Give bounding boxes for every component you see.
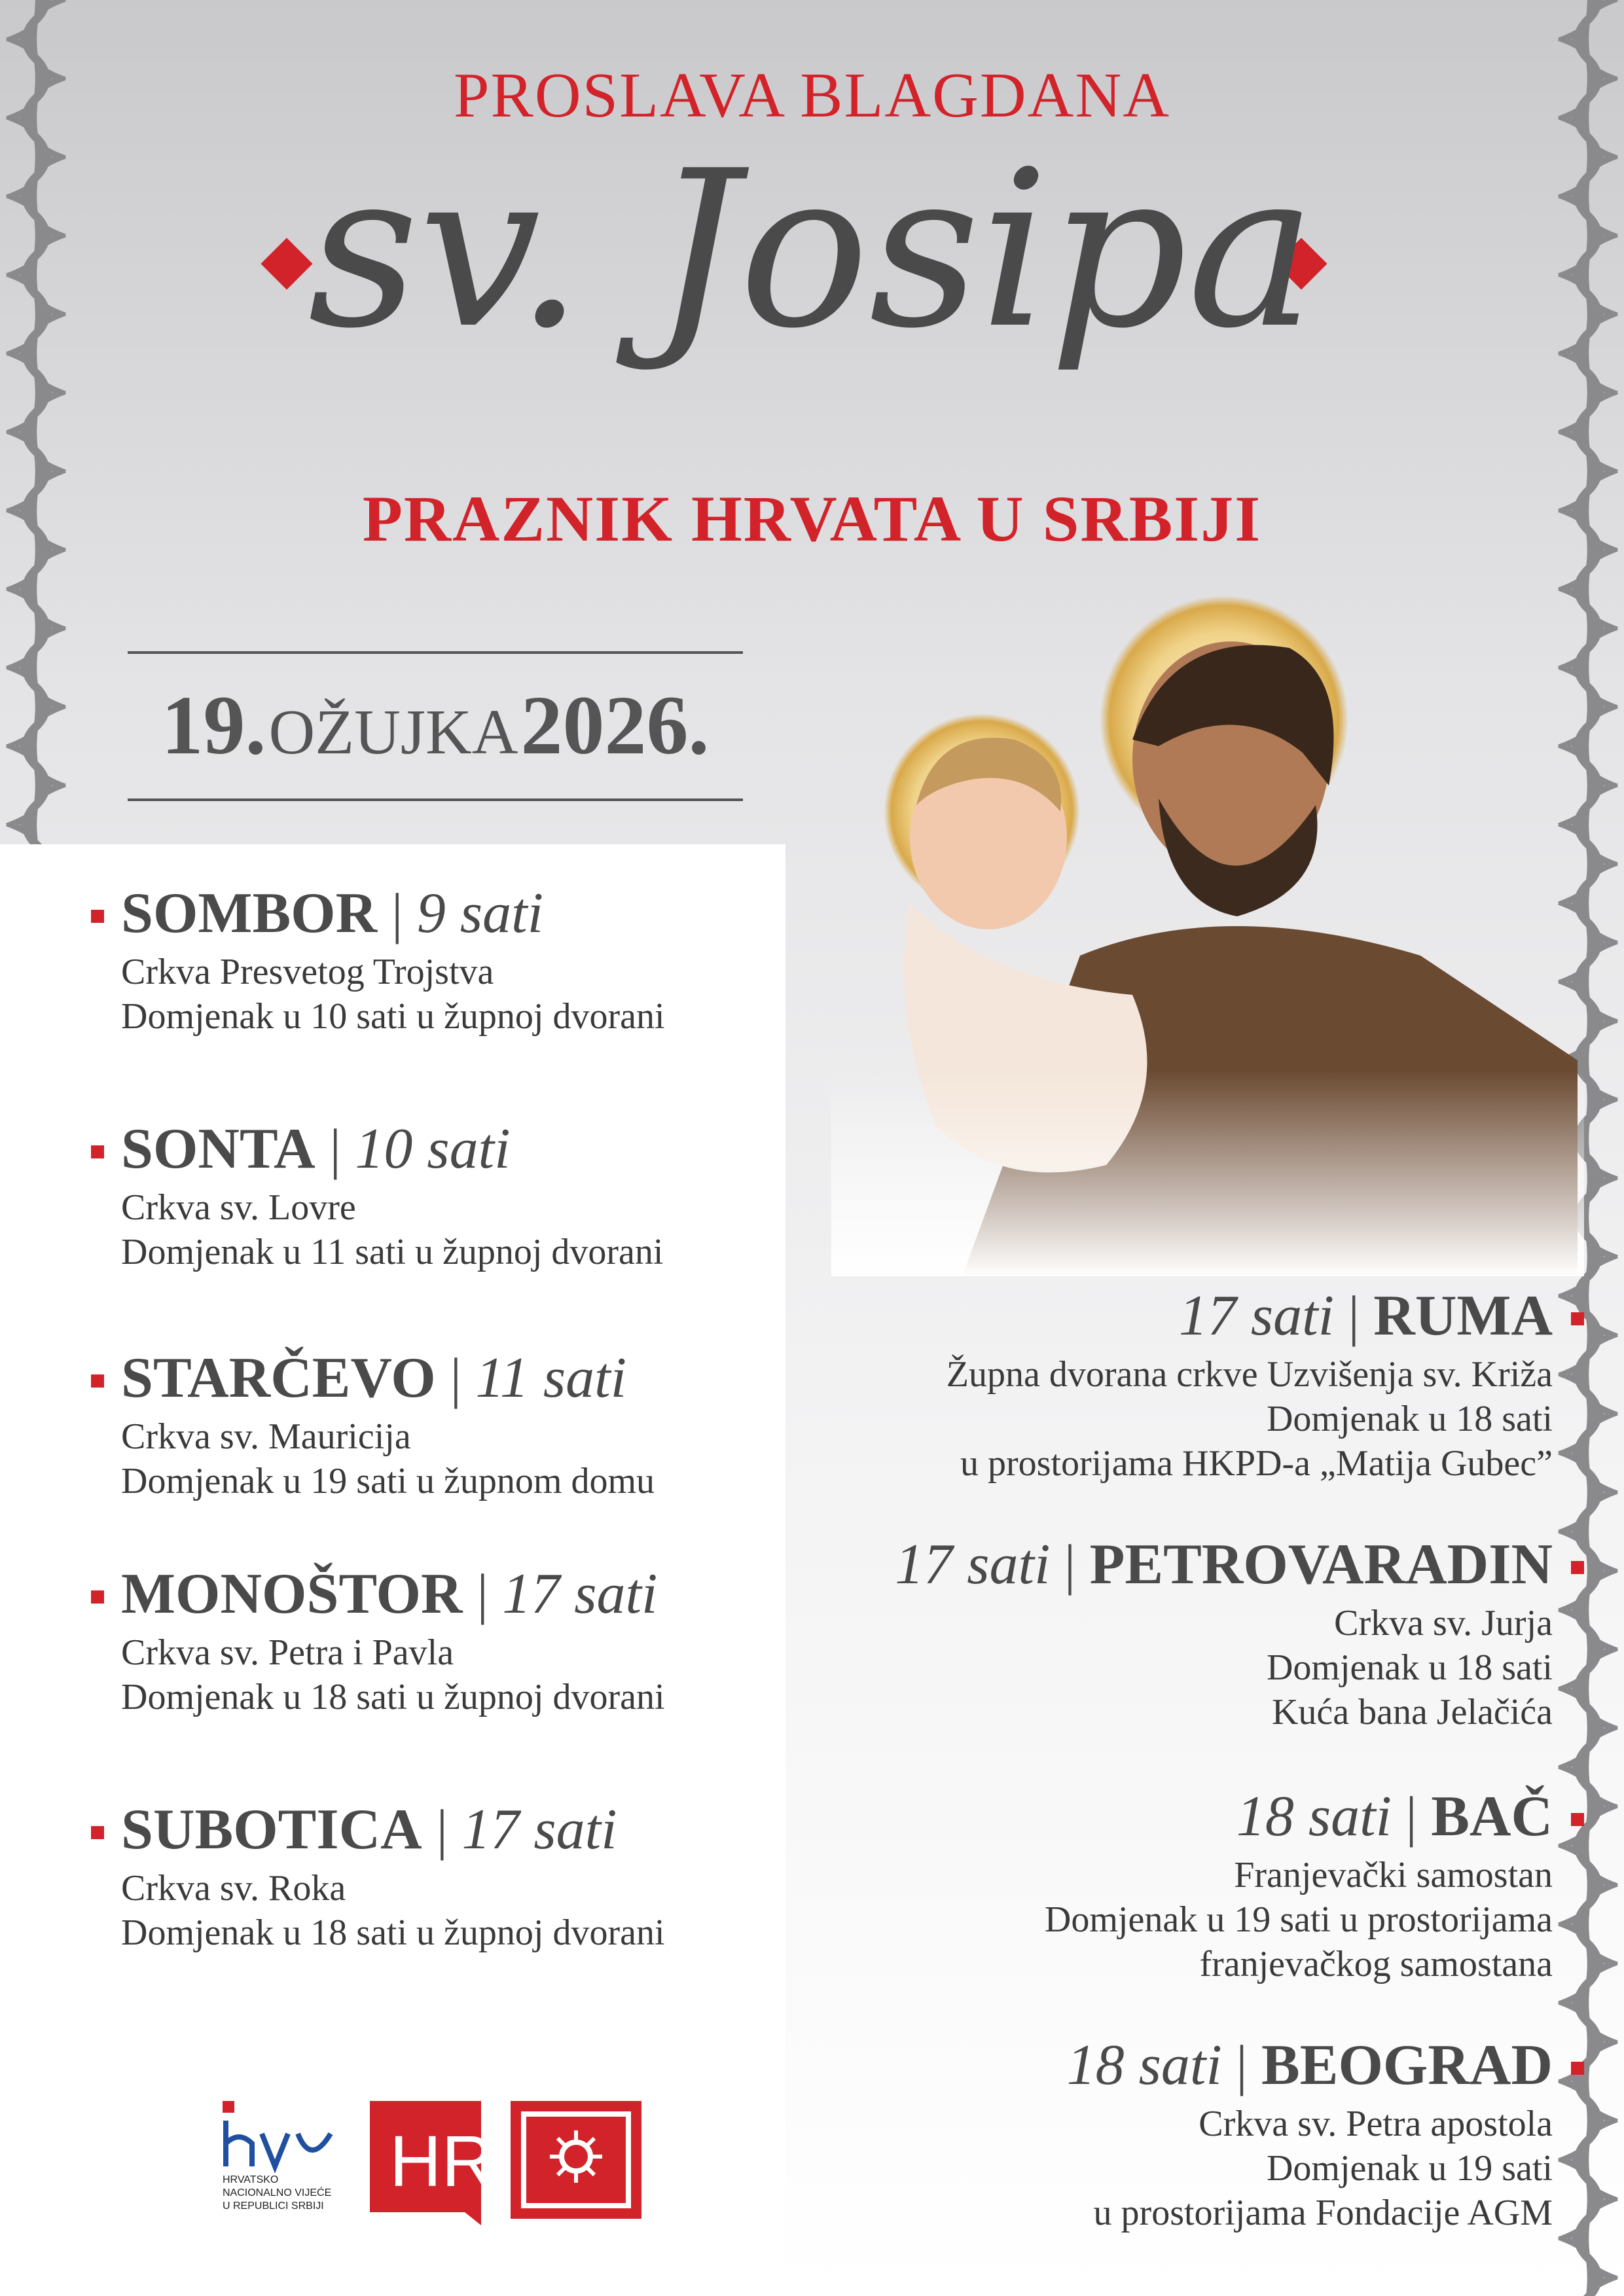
event-city: SONTA xyxy=(121,1117,316,1181)
logo-row xyxy=(223,2094,655,2225)
event-heading xyxy=(121,1558,789,1630)
event-detail-line: Domjenak u 11 sati u župnoj dvorani xyxy=(121,1232,664,1272)
event-time: 17 sati xyxy=(502,1562,658,1626)
separator: | xyxy=(1221,2034,1262,2096)
event-sonta xyxy=(121,1113,789,1274)
event-sombor xyxy=(121,877,789,1039)
st-joseph-portrait xyxy=(831,589,1584,1276)
event-petrovaradin xyxy=(818,1528,1553,1734)
event-detail-line: Domjenak u 18 sati u župnoj dvorani xyxy=(121,1677,665,1717)
bullet-square xyxy=(91,1374,104,1388)
event-detail-line: Crkva sv. Petra i Pavla xyxy=(121,1632,454,1673)
event-ruma xyxy=(818,1280,1553,1486)
event-detail-line: Franjevački samostan xyxy=(1234,1855,1553,1895)
date-day: 19. xyxy=(161,679,266,772)
hnv-line-2: NACIONALNO VIJEĆE xyxy=(223,2187,332,2198)
bullet-square xyxy=(1571,1561,1584,1574)
separator: | xyxy=(391,882,417,944)
event-heading xyxy=(121,1113,789,1185)
event-detail-line: Crkva sv. Roka xyxy=(121,1868,346,1909)
event-detail-line: u prostorijama Fondacije AGM xyxy=(1093,2193,1553,2233)
event-time: 10 sati xyxy=(355,1117,511,1181)
event-time: 11 sati xyxy=(475,1346,627,1410)
event-detail-line: Domjenak u 19 sati u prostorijama xyxy=(1044,1899,1553,1940)
title-top: PROSLAVA BLAGDANA xyxy=(453,60,1170,131)
event-time: 9 sati xyxy=(416,882,544,945)
event-city: PETROVARADIN xyxy=(1089,1533,1553,1596)
event-detail-line: Domjenak u 18 sati u župnoj dvorani xyxy=(121,1912,665,1953)
separator: | xyxy=(1391,1785,1432,1848)
event-detail-line: Crkva sv. Mauricija xyxy=(121,1416,411,1457)
event-heading xyxy=(818,1528,1553,1601)
bullet-square xyxy=(1571,1813,1584,1826)
event-detail-line: u prostorijama HKPD-a „Matija Gubec” xyxy=(960,1443,1553,1484)
hr-logo-text: HR xyxy=(389,2121,494,2202)
hnv-line-3: U REPUBLICI SRBIJI xyxy=(223,2200,324,2212)
separator: | xyxy=(329,1117,355,1180)
event-bač xyxy=(818,1780,1553,1986)
event-city: SOMBOR xyxy=(121,882,378,945)
separator: | xyxy=(436,1798,462,1861)
date-rule-top xyxy=(128,651,743,654)
event-time: 17 sati xyxy=(895,1533,1051,1596)
event-heading xyxy=(818,1780,1553,1853)
event-city: BEOGRAD xyxy=(1261,2034,1553,2097)
event-detail-line: franjevačkog samostana xyxy=(1199,1944,1553,1984)
event-detail-line: Domjenak u 10 sati u župnoj dvorani xyxy=(121,996,665,1037)
event-monoštor xyxy=(121,1558,789,1719)
separator: | xyxy=(1050,1533,1090,1596)
event-date xyxy=(128,677,743,774)
hnv-logo xyxy=(223,2101,331,2212)
hnv-line-1: HRVATSKO xyxy=(223,2174,279,2185)
event-starčevo xyxy=(121,1342,789,1503)
event-heading xyxy=(121,1793,789,1866)
event-detail-line: Župna dvorana crkve Uzvišenja sv. Križa xyxy=(946,1354,1553,1395)
event-detail-line: Domjenak u 19 sati u župnom domu xyxy=(121,1461,655,1501)
event-detail-line: Crkva Presvetog Trojstva xyxy=(121,952,494,992)
bullet-square xyxy=(91,910,104,923)
event-detail-line: Domjenak u 19 sati xyxy=(1266,2148,1553,2189)
event-detail-line: Domjenak u 18 sati xyxy=(1266,1647,1553,1688)
date-month: OŽUJKA xyxy=(268,697,518,768)
separator: | xyxy=(1334,1284,1374,1347)
event-heading xyxy=(818,2029,1553,2102)
event-city: BAČ xyxy=(1431,1785,1553,1848)
event-subotica xyxy=(121,1793,789,1955)
bullet-square xyxy=(1571,2062,1584,2075)
separator: | xyxy=(450,1346,476,1409)
sponsor-logos xyxy=(223,2094,655,2225)
title-script: sv. Josipa xyxy=(308,124,1316,376)
event-time: 18 sati xyxy=(1236,1785,1392,1848)
event-detail-line: Crkva sv. Petra apostola xyxy=(1199,2104,1553,2144)
hr-logo xyxy=(370,2101,494,2225)
event-time: 17 sati xyxy=(461,1798,617,1861)
bullet-square xyxy=(1571,1312,1584,1325)
bullet-square xyxy=(91,1826,104,1839)
event-city: RUMA xyxy=(1373,1284,1553,1348)
event-city: SUBOTICA xyxy=(121,1798,422,1861)
title-bottom: PRAZNIK HRVATA U SRBIJI xyxy=(362,482,1262,555)
event-detail-line: Kuća bana Jelačića xyxy=(1271,1692,1553,1732)
event-time: 18 sati xyxy=(1066,2034,1222,2097)
separator: | xyxy=(477,1562,503,1625)
event-beograd xyxy=(818,2029,1553,2235)
event-heading xyxy=(121,877,789,950)
event-city: MONOŠTOR xyxy=(121,1562,463,1626)
date-year: 2026. xyxy=(520,679,710,772)
event-heading xyxy=(121,1342,789,1414)
bullet-square xyxy=(91,1145,104,1158)
event-city: STARČEVO xyxy=(121,1346,436,1410)
event-time: 17 sati xyxy=(1178,1284,1335,1348)
event-detail-line: Crkva sv. Lovre xyxy=(121,1187,356,1228)
event-heading xyxy=(818,1280,1553,1352)
event-detail-line: Crkva sv. Jurja xyxy=(1334,1603,1553,1643)
bullet-square xyxy=(91,1590,104,1604)
date-rule-bottom xyxy=(128,798,743,801)
event-detail-line: Domjenak u 18 sati xyxy=(1266,1399,1553,1439)
sun-emblem-logo xyxy=(511,2101,641,2219)
